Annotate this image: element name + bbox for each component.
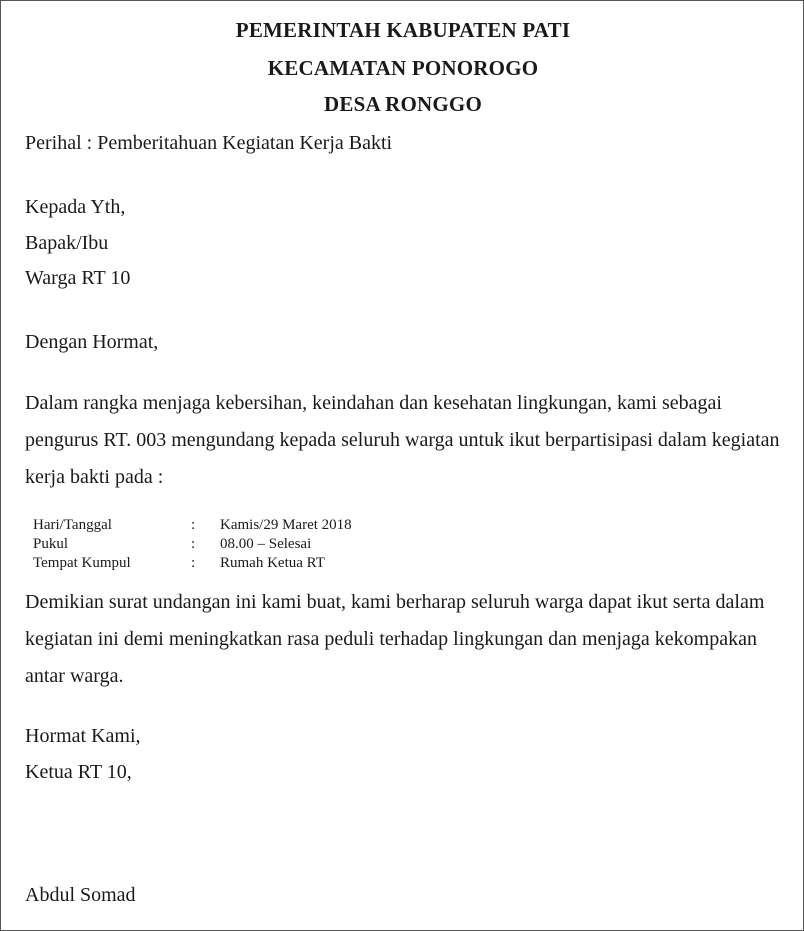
detail-separator: :: [191, 555, 196, 571]
body-closing-paragraph: Demikian surat undangan ini kami buat, kami berharap seluruh warga dapat ikut serta dalam kegiatan ini demi meningkatkan rasa peduli terhadap lingkungan dan menjaga kekompakan antar warga.: [25, 591, 765, 687]
detail-label: Pukul: [33, 536, 69, 552]
detail-separator: :: [191, 517, 196, 533]
letterhead-district: KECAMATAN PONOROGO: [267, 56, 539, 80]
detail-separator: :: [191, 536, 196, 552]
letterhead-government: PEMERINTAH KABUPATEN PATI: [235, 18, 571, 42]
letterhead-village: DESA RONGGO: [324, 92, 482, 116]
signoff-line-1: Hormat Kami,: [25, 725, 141, 747]
detail-value: 08.00 – Selesai: [220, 536, 312, 552]
subject-line: Perihal : Pemberitahuan Kegiatan Kerja Bakti: [25, 132, 393, 154]
signatory-name: Abdul Somad: [25, 884, 136, 906]
detail-label: Tempat Kumpul: [33, 555, 131, 571]
recipient-line-2: Bapak/Ibu: [25, 232, 109, 254]
greeting: Dengan Hormat,: [25, 331, 159, 353]
detail-value: Rumah Ketua RT: [220, 555, 325, 571]
body-intro-paragraph: Dalam rangka menjaga kebersihan, keindahan dan kesehatan lingkungan, kami sebagai pengurus RT. 003 mengundang kepada seluruh warga untuk ikut berpartisipasi dalam kegiatan kerja bakti pada :: [25, 392, 780, 488]
recipient-line-1: Kepada Yth,: [25, 196, 126, 218]
recipient-line-3: Warga RT 10: [25, 267, 131, 289]
signoff-line-2: Ketua RT 10,: [25, 761, 132, 783]
detail-value: Kamis/29 Maret 2018: [220, 517, 352, 533]
detail-label: Hari/Tanggal: [33, 517, 112, 533]
